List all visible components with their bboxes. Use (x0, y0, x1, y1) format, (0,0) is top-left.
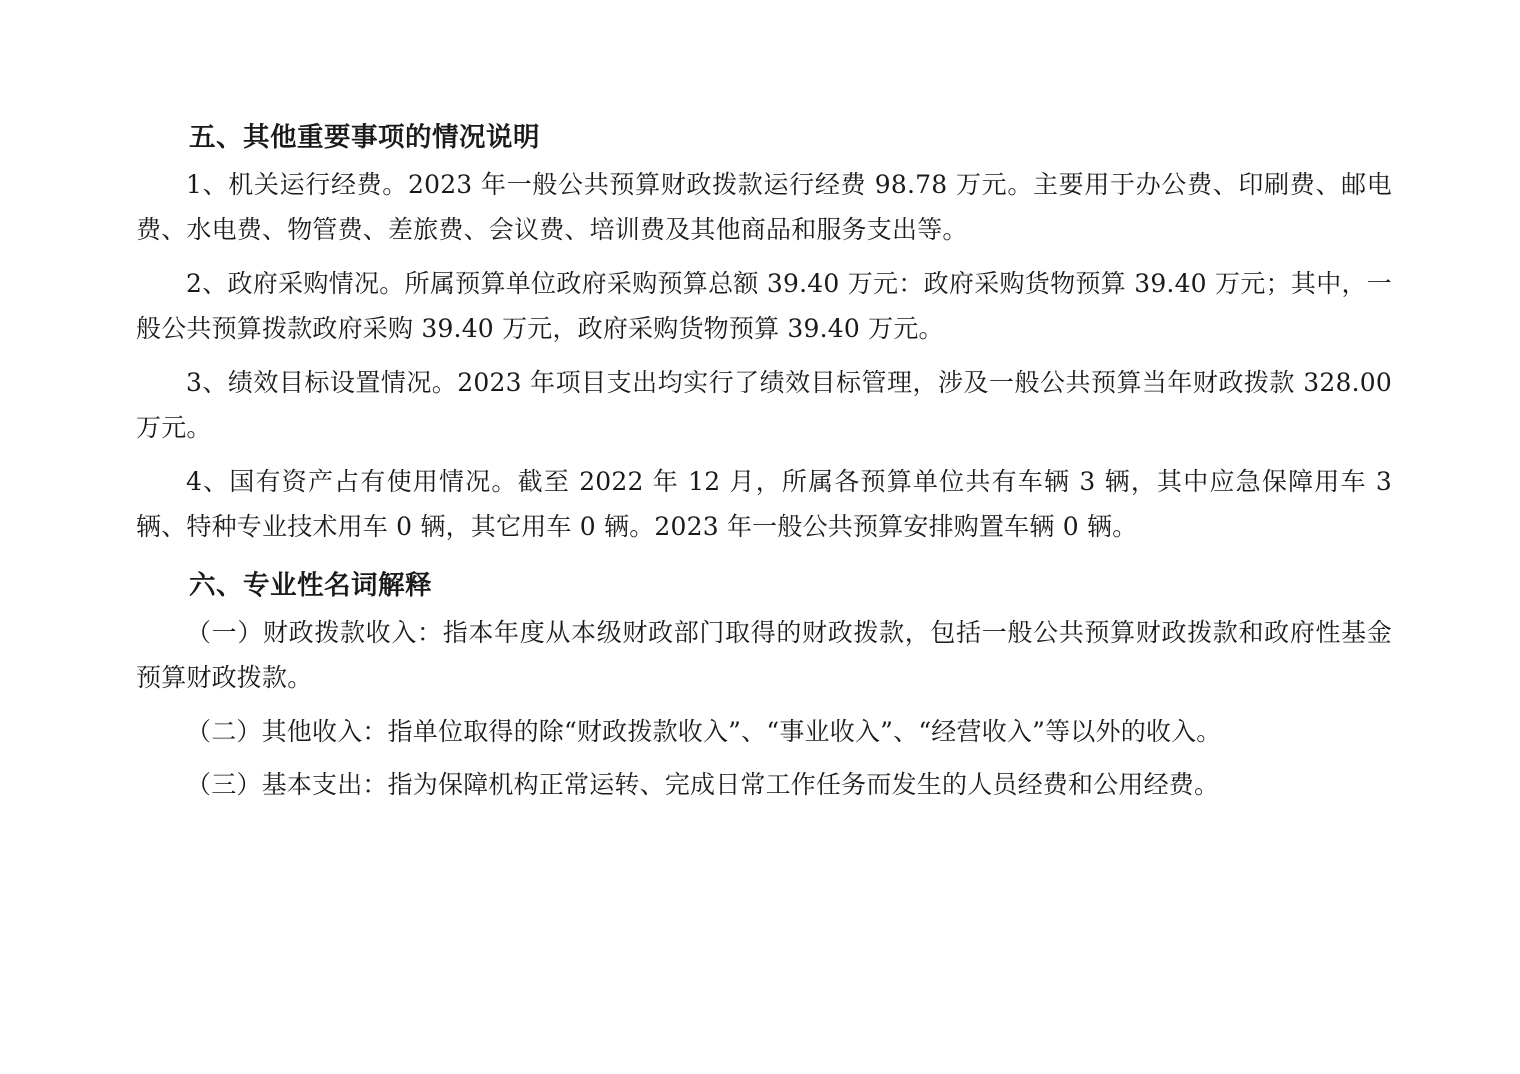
paragraph-other-income: （二）其他收入：指单位取得的除“财政拨款收入”、“事业收入”、“经营收入”等以外的收入。 (186, 716, 1222, 746)
paragraph-operating-expenses: 1、机关运行经费。2023 年一般公共预算财政拨款运行经费 98.78 万元。主要用于办公费、印刷费、邮电费、水电费、物管费、差旅费、会议费、培训费及其他商品和服务支出等。 (136, 169, 1392, 245)
paragraph-performance-targets: 3、绩效目标设置情况。2023 年项目支出均实行了绩效目标管理，涉及一般公共预算当年财政拨款 328.00 万元。 (136, 367, 1392, 443)
paragraph-fiscal-appropriation-income: （一）财政拨款收入：指本年度从本级财政部门取得的财政拨款，包括一般公共预算财政拨款和政府性基金预算财政拨款。 (136, 617, 1392, 692)
section-spacer (136, 552, 1392, 566)
paragraph-state-assets: 4、国有资产占有使用情况。截至 2022 年 12 月，所属各预算单位共有车辆 3 辆，其中应急保障用车 3 辆、特种专业技术用车 0 辆，其它用车 0 辆。2023 年一般公共预算安排购置车辆 0 辆。 (136, 466, 1392, 542)
document-body (136, 118, 1392, 808)
paragraph-basic-expenditure: （三）基本支出：指为保障机构正常运转、完成日常工作任务而发生的人员经费和公用经费。 (186, 770, 1220, 799)
section-heading-six: 六、专业性名词解释 (189, 569, 432, 601)
paragraph-government-procurement: 2、政府采购情况。所属预算单位政府采购预算总额 39.40 万元：政府采购货物预算 39.40 万元；其中，一般公共预算拨款政府采购 39.40 万元，政府采购货物预算 39.40 万元。 (136, 268, 1392, 344)
section-heading-five: 五、其他重要事项的情况说明 (189, 122, 540, 153)
